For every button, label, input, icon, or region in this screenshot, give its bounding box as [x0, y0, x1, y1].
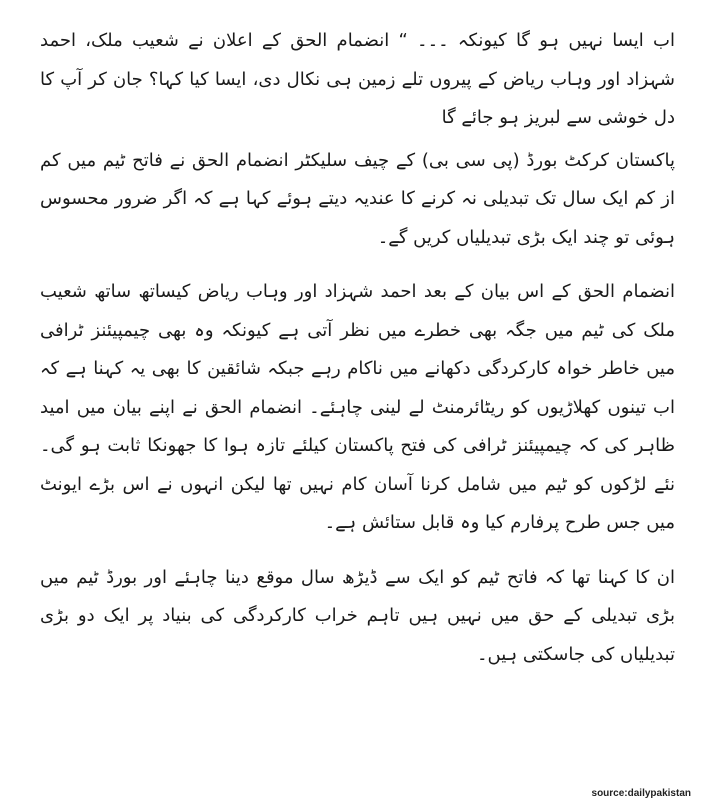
- source-credit: source:dailypakistan: [591, 788, 691, 799]
- article-paragraph-players-at-risk: انضمام الحق کے اس بیان کے بعد احمد شہزاد اور وہاب ریاض کیساتھ ساتھ شعیب ملک کی ٹیم میں جگہ بھی خطرے میں نظر آتی ہے کیونکہ وہ بھی چیمپیئنز ٹرافی میں خاطر خواہ کارکردگی دکھانے میں ناکام رہے جبکہ شائقین کا بھی یہ کہنا ہے کہ اب تینوں کھلاڑیوں کو ریٹائرمنٹ لے لینی چاہئے۔ انضمام الحق نے اپنے بیان میں امید ظاہر کی کہ چیمپیئنز ٹرافی کی فتح پاکستان کیلئے تازہ ہوا کا جھونکا ثابت ہو گی۔ نئے لڑکوں کو ٹیم میں شامل کرنا آسان کام نہیں تھا لیکن انہوں نے اس بڑے ایونٹ میں جس طرح پرفارم کیا وہ قابل ستائش ہے۔: [40, 281, 675, 533]
- article-paragraph-pcb-statement: پاکستان کرکٹ بورڈ (پی سی بی) کے چیف سلیکٹر انضمام الحق نے فاتح ٹیم میں کم از کم ایک سال تک تبدیلی نہ کرنے کا عندیہ دیتے ہوئے کہا ہے کہ اگر ضرور محسوس ہوئی تو چند ایک بڑی تبدیلیاں کریں گے۔: [40, 149, 675, 248]
- article-body: [40, 0, 675, 674]
- article-paragraph-conclusion: ان کا کہنا تھا کہ فاتح ٹیم کو ایک سے ڈیڑھ سال موقع دینا چاہئے اور بورڈ ٹیم میں بڑی تبدیلی کے حق میں نہیں ہیں تاہم خراب کارکردگی کی بنیاد پر ایک دو بڑی تبدیلیاں کی جاسکتی ہیں۔: [40, 566, 675, 665]
- article-paragraph-intro: اب ایسا نہیں ہو گا کیونکہ ۔۔۔ “ انضمام الحق کے اعلان نے شعیب ملک، احمد شہزاد اور وہاب ریاض کے پیروں تلے زمین ہی نکال دی، ایسا کیا کہا؟ جان کر آپ کا دل خوشی سے لبریز ہو جائے گا: [40, 30, 675, 128]
